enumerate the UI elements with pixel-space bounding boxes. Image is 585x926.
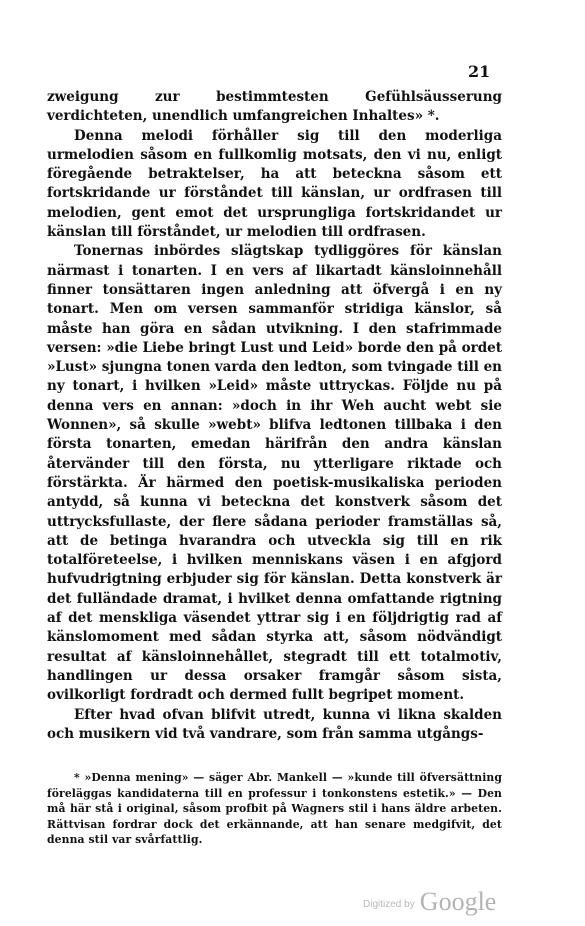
watermark-prefix: Digitized by — [363, 899, 415, 910]
paragraph: Denna melodi förhåller sig till den moderliga urmelodien såsom en fullkomlig motsats, den vi nu, enligt föregående betraktelser, ha att beteckna såsom ett fortskridande ur förståndet till känslan, ur ordfrasen till melodien, gent emot det ursprungliga fortskridandet ur känslan till förståndet, ur melodien till ordfrasen. — [47, 127, 502, 241]
paragraph: zweigung zur bestimmtesten Gefühlsäusserung verdichteten, unendlich umfangreichen Inhaltes» *. — [47, 89, 502, 125]
google-logo: Google — [419, 887, 497, 916]
paragraph: Tonernas inbördes slägtskap tydliggöres för känslan närmast i tonarten. I en vers af likartadt känsloinnehåll finner tonsättaren ingen anledning att öfvergå i en ny tonart. Men om versen sammanför stridiga känslor, så måste han göra en sådan utvikning. I den stafrimmade versen: »die Liebe bringt Lust und Leid» borde den på ordet »Lust» sjungna tonen varda den ledton, som tvingade till en ny tonart, i hvilken »Leid» måste uttryckas. Följde nu på denna vers en annan: »doch in ihr Weh aucht webt sie Wonnen», så skulle »webt» blifva ledtonen tillbaka i den första tonarten, emedan härifrån den andra känslan återvänder till den första, nu ytterligare riktade och förstärkta. Är härmed den poetisk-musikaliska perioden antydd, så kunna vi beteckna det konstverk såsom det uttrycksfullaste, der flere sådana perioder framställas så, att de betinga hvarandra och utveckla sig till en rik totalföreteelse, i hvilken menniskans väsen i en afgjord hufvudrigtning erbjuder sig för känslan. Detta konstverk är det fulländade dramat, i hvilket denna omfattande rigtning af det menskliga väsendet yttrar sig i en följdrigtig rad af känslomoment med sådan styrka att, såsom nödvändigt resultat af känsloinnehållet, stegradt till ett totalmotiv, handlingen ur dessa orsaker framgår såsom sista, ovilkorligt fordradt och dermed fullt begripet moment. — [47, 243, 502, 704]
digitized-watermark — [363, 887, 496, 917]
paragraph: Efter hvad ofvan blifvit utredt, kunna vi likna skalden och musikern vid två vandrare, som från samma utgångs- — [47, 706, 502, 742]
page-number: 21 — [468, 62, 491, 81]
body-text — [47, 88, 502, 744]
footnote: * »Denna mening» — säger Abr. Mankell — »kunde till öfversättning föreläggas kandidaterna till en professur i tonkonstens estetik.» — Den må här stå i original, såsom profbit på Wagners stil i hans äldre arbeten. Rättvisan fordrar dock det erkännande, att han senare medgifvit, det denna stil var svårfattlig. — [47, 771, 502, 847]
